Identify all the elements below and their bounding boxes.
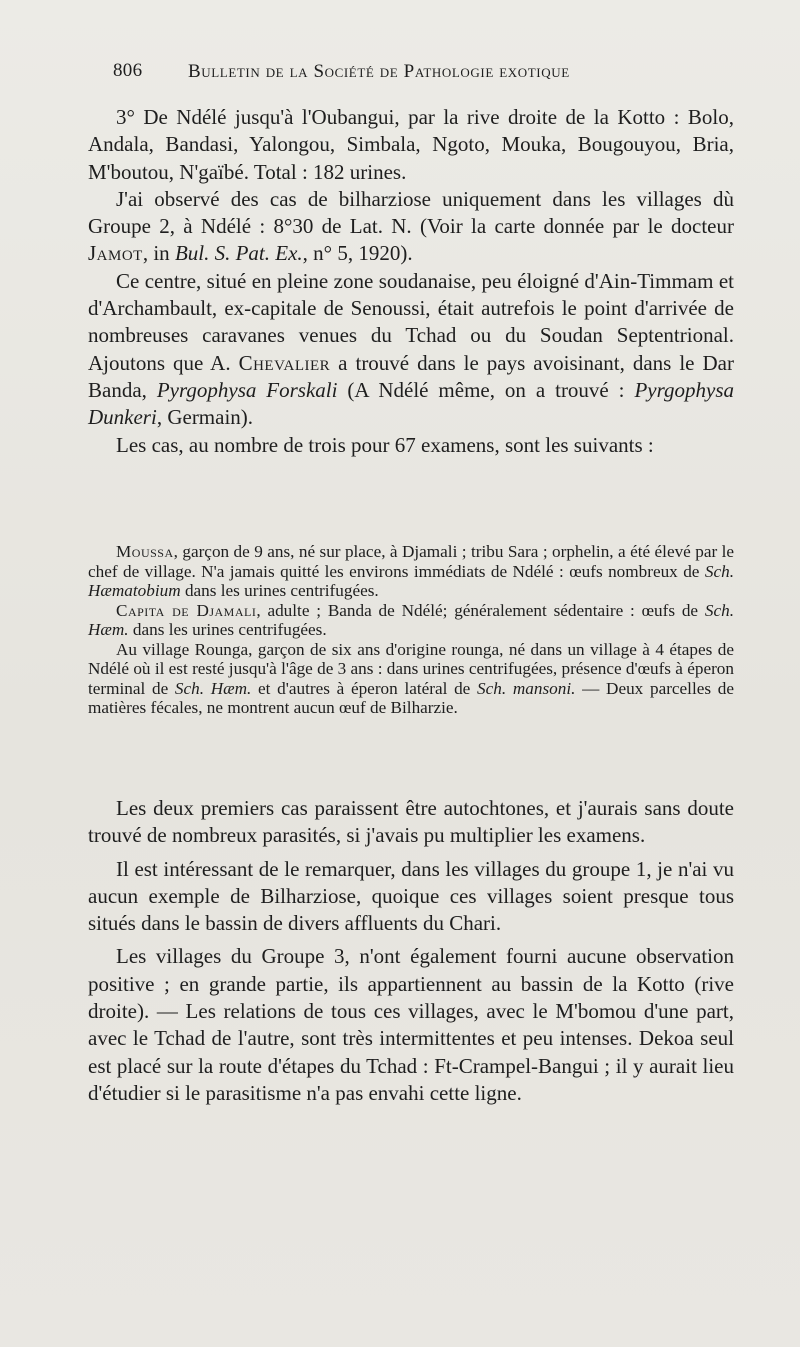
- case-reports: [88, 542, 734, 718]
- case-report: Capita de Djamali, adulte ; Banda de Ndélé; généralement sédentaire : œufs de Sch. Hæm. dans les urines centrifugées.: [88, 600, 734, 639]
- paragraph-group-3: Les villages du Groupe 3, n'ont également fourni aucune observation positive ; en grande partie, ils appartiennent au bassin de la Kotto (rive droite). — Les relations de tous ces villages, avec le M'bomou d'une part, avec le Tchad de l'autre, sont très intermittentes et peu intenses. Dekoa seul est placé sur la route d'étapes du Tchad : Ft-Crampel-Bangui ; il y aurait lieu d'étudier si le parasitisme n'a pas envahi cette ligne.: [88, 944, 734, 1105]
- body-text-top: [88, 104, 734, 459]
- paragraph-group-1: Il est intéressant de le remarquer, dans les villages du groupe 1, je n'ai vu aucun exemple de Bilharziose, quoique ces villages soient presque tous situés dans le bassin de divers affluents du Chari.: [88, 856, 734, 936]
- patient-name: Moussa: [116, 542, 174, 561]
- species-name: Pyrgophysa Dunkeri: [88, 377, 734, 430]
- paragraph-centre: Ce centre, situé en pleine zone soudanaise, peu éloigné d'Ain-Timmam et d'Archambault, ex-capitale de Senoussi, était autrefois le point d'arrivée de nombreuses caravanes venues du Tchad ou du Soudan Septentrional. Ajoutons que A. Chevalier a trouvé dans le pays avoisinant, dans le Dar Banda, Pyrgophysa Forskali (A Ndélé même, on a trouvé : Pyrgophysa Dunkeri, Germain).: [88, 268, 734, 430]
- paragraph-cases-intro: Les cas, au nombre de trois pour 67 examens, sont les suivants :: [116, 432, 654, 457]
- author-name: Jamot: [88, 241, 143, 266]
- journal-citation: Bul. S. Pat. Ex.: [174, 241, 303, 266]
- body-text-bottom: [88, 795, 734, 1113]
- patient-name: Capita de Djamali: [116, 600, 257, 620]
- author-name: Chevalier: [238, 350, 331, 375]
- paragraph-route-3: 3° De Ndélé jusqu'à l'Oubangui, par la rive droite de la Kotto : Bolo, Andala, Bandasi, Yalongou, Simbala, Ngoto, Mouka, Bougouyou, Bria, M'boutou, N'gaïbé. Total : 182 urines.: [88, 105, 734, 184]
- paragraph-observed-cases: J'ai observé des cas de bilharziose uniquement dans les villages dù Groupe 2, à Ndélé : 8°30 de Lat. N. (Voir la carte donnée par le docteur Jamot, in Bul. S. Pat. Ex., n° 5, 1920).: [88, 186, 734, 266]
- running-title: Bulletin de la Société de Pathologie exotique: [188, 61, 570, 82]
- page-number: 806: [113, 60, 143, 81]
- case-report: Moussa, garçon de 9 ans, né sur place, à Djamali ; tribu Sara ; orphelin, a été élevé par le chef de village. N'a jamais quitté les environs immédiats de Ndélé : œufs nombreux de Sch. Hæmatobium dans les urines centrifugées.: [88, 542, 734, 600]
- species-name: Pyrgophysa Forskali: [156, 377, 338, 402]
- paragraph-autochthonous: Les deux premiers cas paraissent être autochtones, et j'aurais sans doute trouvé de nombreux parasités, si j'avais pu multiplier les examens.: [88, 796, 734, 848]
- case-report: Au village Rounga, garçon de six ans d'origine rounga, né dans un village à 4 étapes de Ndélé où il est resté jusqu'à l'âge de 3 ans : dans urines centrifugées, présence d'œufs à éperon terminal de Sch. Hæm. et d'autres à éperon latéral de Sch. mansoni. — Deux parcelles de matières fécales, ne montrent aucun œuf de Bilharzie.: [88, 639, 734, 717]
